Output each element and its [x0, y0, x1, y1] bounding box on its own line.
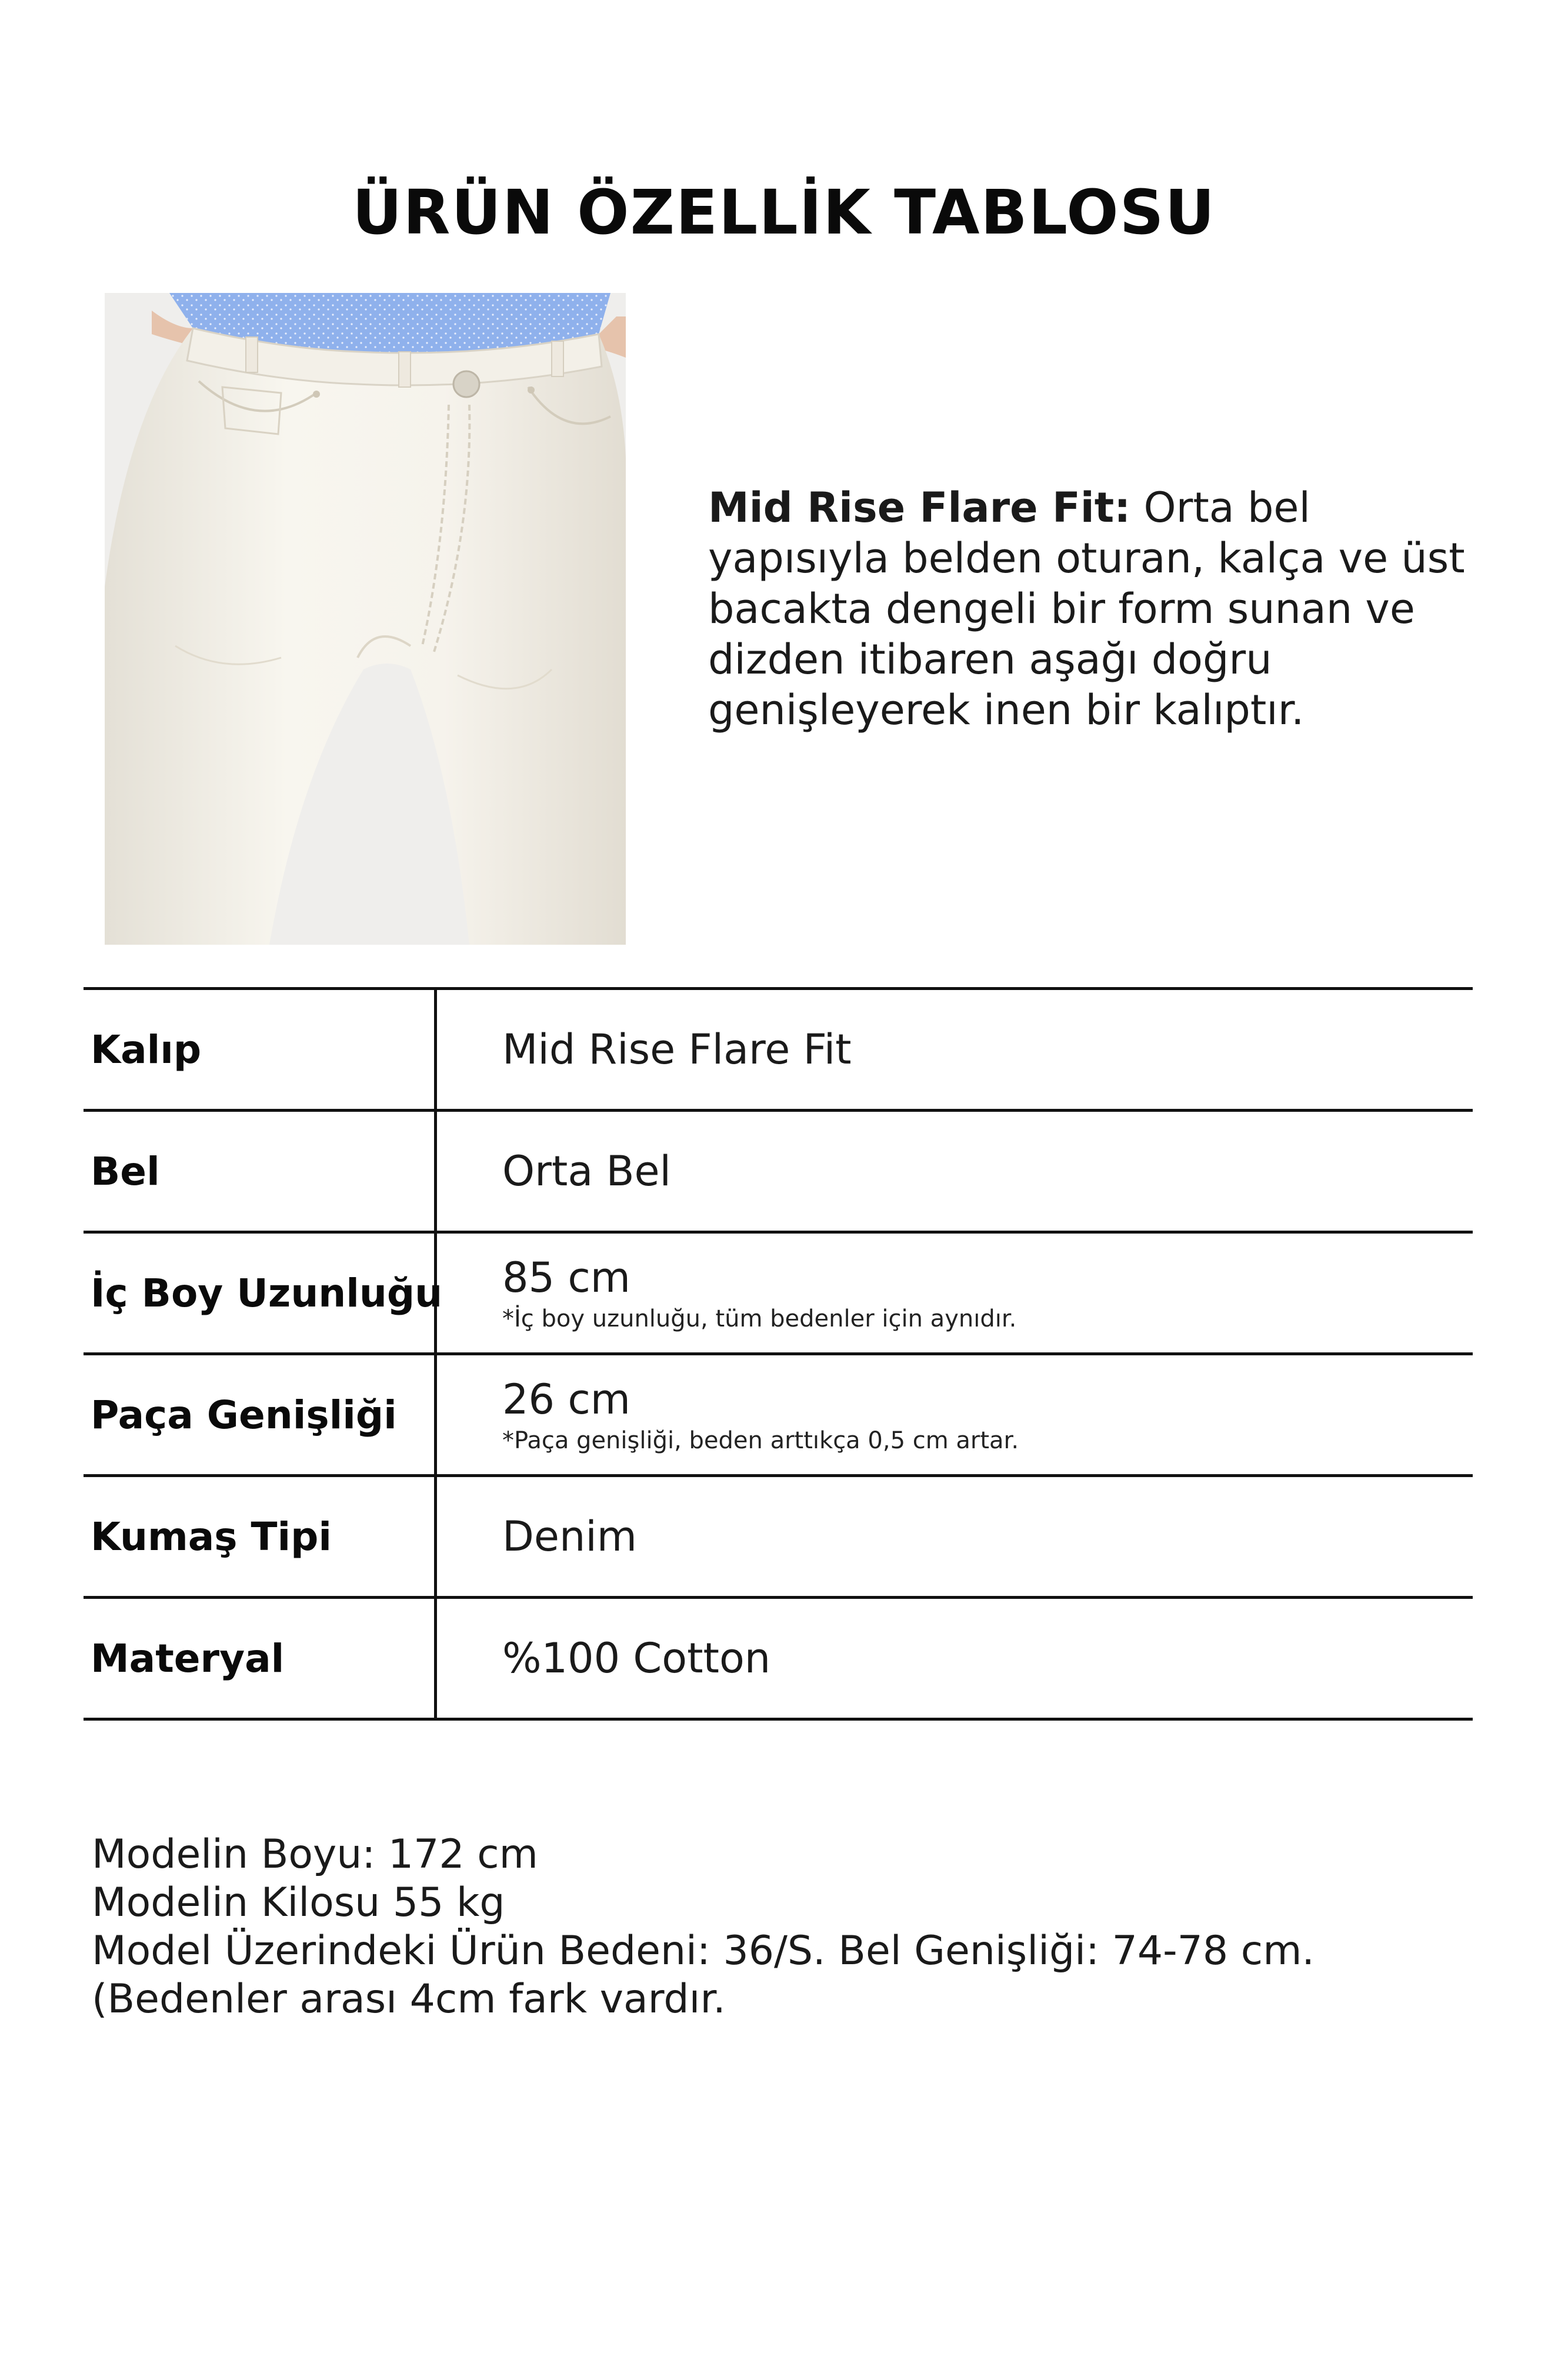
- model-height: Modelin Boyu: 172 cm: [92, 1831, 538, 1878]
- spec-row-paca: [84, 1355, 1473, 1477]
- model-size: Model Üzerindeki Ürün Bedeni: 36/S. Bel Genişliği: 74-78 cm. (Bedenler arası 4cm fark vardır.: [92, 1928, 1315, 2022]
- spec-value-cell: [502, 1112, 671, 1231]
- spec-row-ic-boy: [84, 1234, 1473, 1355]
- spec-value: %100 Cotton: [502, 1634, 771, 1682]
- column-divider: [434, 1112, 437, 1231]
- column-divider: [434, 1477, 437, 1596]
- fit-description-lead: Mid Rise Flare Fit:: [708, 484, 1131, 532]
- column-divider: [434, 990, 437, 1109]
- column-divider: [434, 1599, 437, 1718]
- spec-note: *İç boy uzunluğu, tüm bedenler için aynıdır.: [502, 1305, 1017, 1332]
- spec-value: Orta Bel: [502, 1147, 672, 1195]
- spec-label: Bel: [91, 1148, 160, 1194]
- spec-label: Kumaş Tipi: [91, 1514, 332, 1559]
- model-info: [92, 1831, 1468, 2024]
- spec-row-kalip: [84, 990, 1473, 1112]
- column-divider: [434, 1355, 437, 1474]
- spec-table: [84, 987, 1473, 1721]
- spec-row-materyal: [84, 1599, 1473, 1721]
- fit-description: [708, 482, 1496, 735]
- spec-value-cell: [502, 1355, 1019, 1474]
- product-photo: [105, 293, 626, 945]
- spec-row-bel: [84, 1112, 1473, 1234]
- spec-value-cell: [502, 1477, 637, 1596]
- spec-value: 26 cm: [502, 1375, 630, 1424]
- spec-value: Denim: [502, 1512, 637, 1561]
- spec-value: Mid Rise Flare Fit: [502, 1025, 852, 1074]
- spec-label: İç Boy Uzunluğu: [91, 1270, 443, 1316]
- fit-description-text: Orta bel yapısıyla belden oturan, kalça ve üst bacakta dengeli bir form sunan ve dizden itibaren aşağı doğru genişleyerek inen bir kalıptır.: [708, 484, 1465, 734]
- spec-label: Kalıp: [91, 1026, 202, 1072]
- spec-row-kumas: [84, 1477, 1473, 1599]
- spec-value: 85 cm: [502, 1254, 630, 1302]
- spec-label: Materyal: [91, 1635, 285, 1681]
- spec-value-cell: [502, 1599, 770, 1718]
- spec-value-cell: [502, 990, 852, 1109]
- page-title: ÜRÜN ÖZELLİK TABLOSU: [352, 176, 1216, 248]
- spec-label: Paça Genişliği: [91, 1392, 397, 1438]
- spec-value-cell: [502, 1234, 1016, 1352]
- model-weight: Modelin Kilosu 55 kg: [92, 1879, 505, 1926]
- spec-note: *Paça genişliği, beden arttıkça 0,5 cm artar.: [502, 1427, 1019, 1454]
